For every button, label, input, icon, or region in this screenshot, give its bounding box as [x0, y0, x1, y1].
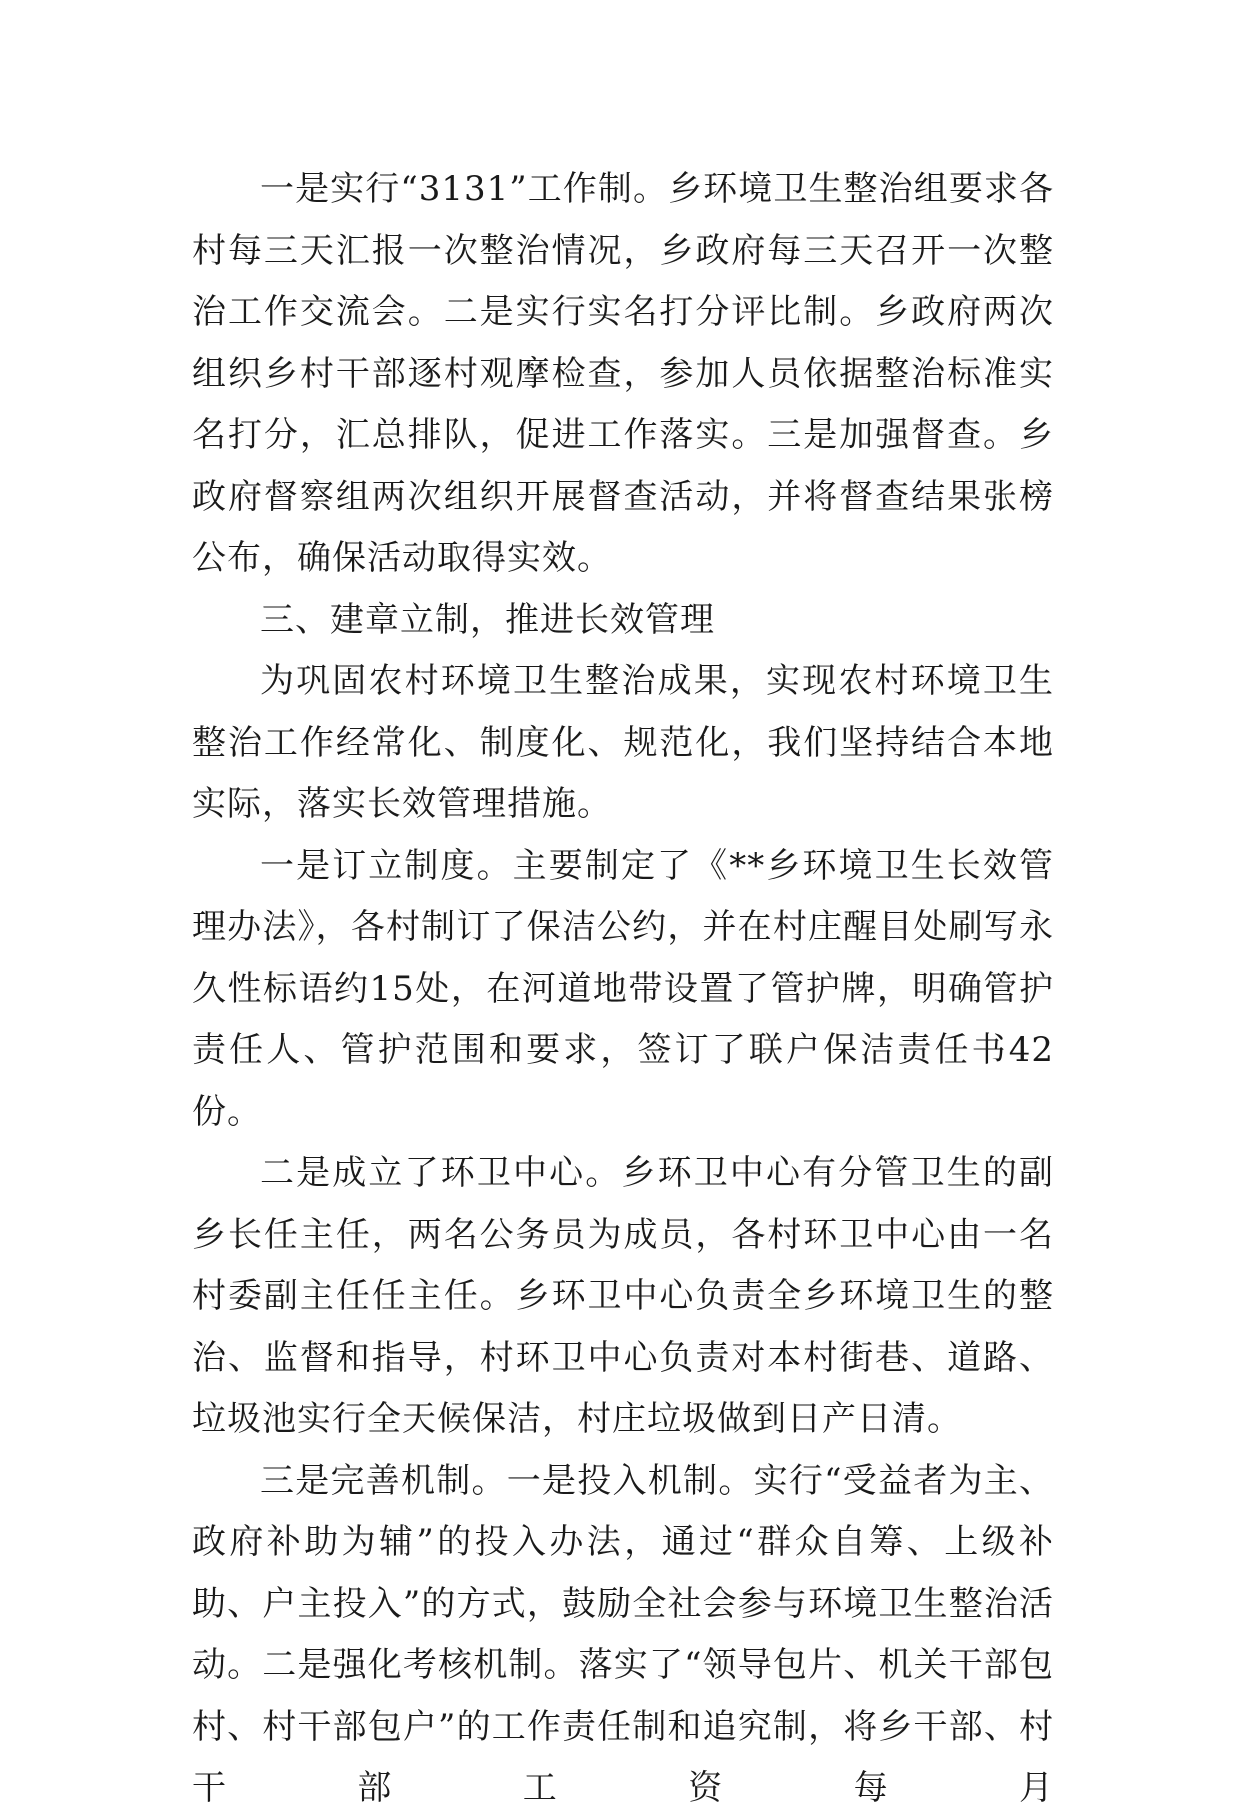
document-body	[192, 159, 1054, 1820]
paragraph-improve-mechanism: 三是完善机制。一是投入机制。实行“受益者为主、政府补助为辅”的投入办法，通过“群众自筹、上级补助、户主投入”的方式，鼓励全社会参与环境卫生整治活动。二是强化考核机制。落实了“领导包片、机关干部包村、村干部包户”的工作责任制和追究制，将乡干部、村干部工资每月	[192, 1460, 1054, 1808]
paragraph-sanitation-center: 二是成立了环卫中心。乡环卫中心有分管卫生的副乡长任主任，两名公务员为成员，各村环卫中心由一名村委副主任任主任。乡环卫中心负责全乡环境卫生的整治、监督和指导，村环卫中心负责对本村街巷、道路、垃圾池实行全天候保洁，村庄垃圾做到日产日清。	[192, 1153, 1054, 1439]
paragraph-consolidate: 为巩固农村环境卫生整治成果，实现农村环境卫生整治工作经常化、制度化、规范化，我们坚持结合本地实际，落实长效管理措施。	[192, 661, 1054, 824]
paragraph-work-system: 一是实行“3131”工作制。乡环境卫生整治组要求各村每三天汇报一次整治情况，乡政府每三天召开一次整治工作交流会。二是实行实名打分评比制。乡政府两次组织乡村干部逐村观摩检查，参加人员依据整治标准实名打分，汇总排队，促进工作落实。三是加强督查。乡政府督察组两次组织开展督查活动，并将督查结果张榜公布，确保活动取得实效。	[192, 169, 1054, 578]
section-heading-3: 三、建章立制，推进长效管理	[260, 599, 715, 640]
paragraph-establish-system: 一是订立制度。主要制定了《**乡环境卫生长效管理办法》，各村制订了保洁公约，并在村庄醒目处刷写永久性标语约15处，在河道地带设置了管护牌，明确管护责任人、管护范围和要求，签订了联户保洁责任书42份。	[192, 845, 1054, 1132]
